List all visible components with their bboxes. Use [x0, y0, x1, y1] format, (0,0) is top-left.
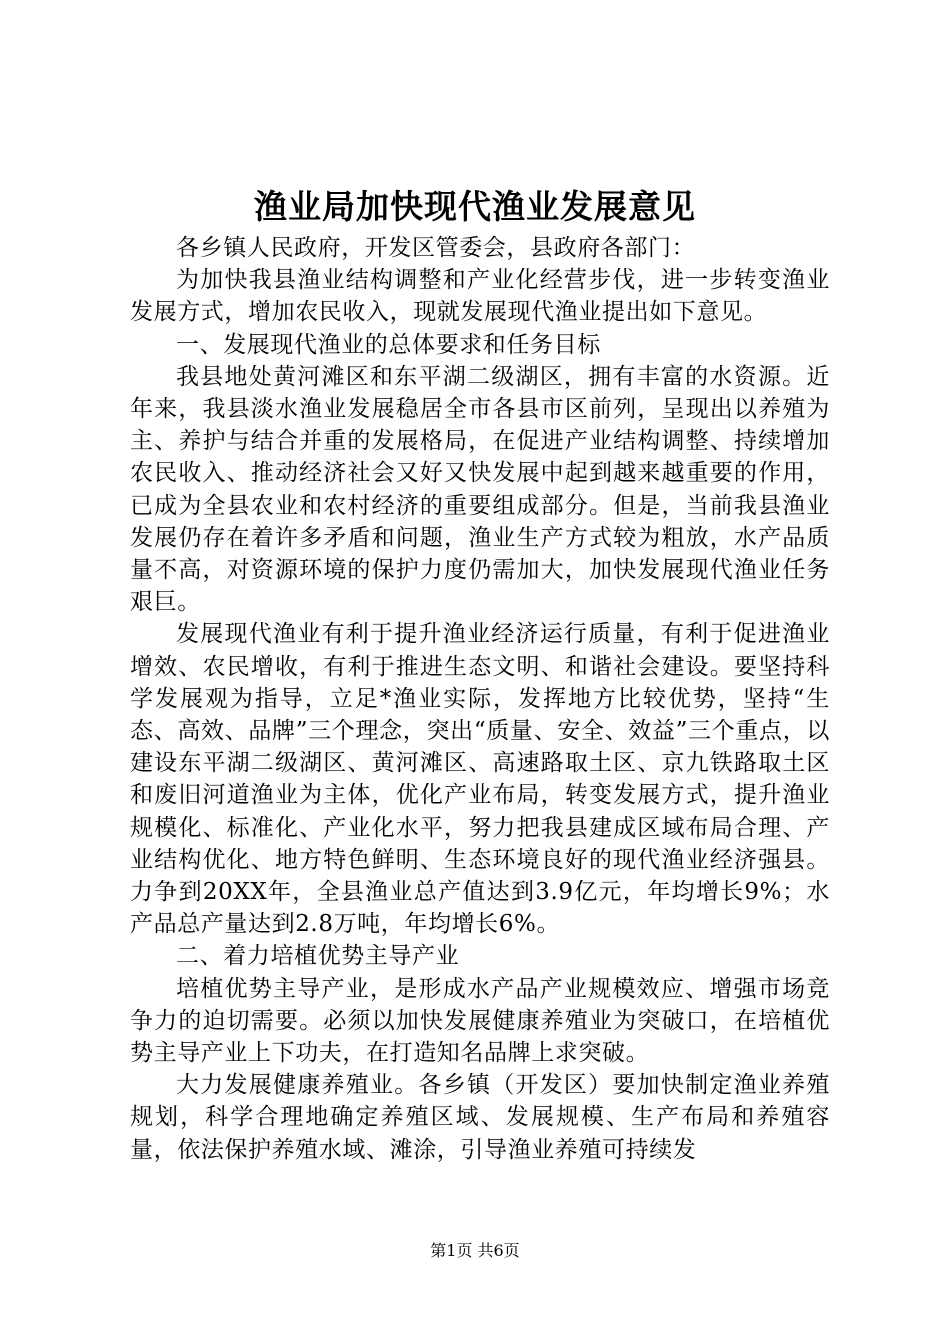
intro-paragraph: 为加快我县渔业结构调整和产业化经营步伐，进一步转变渔业发展方式，增加农民收入，现就发展现代渔业提出如下意见。 — [130, 267, 830, 326]
body-paragraph: 发展现代渔业有利于提升渔业经济运行质量，有利于促进渔业增效、农民增收，有利于推进生态文明、和谐社会建设。要坚持科学发展观为指导，立足*渔业实际，发挥地方比较优势，坚持“生态、高效、品牌”三个理念，突出“质量、安全、效益”三个重点，以建设东平湖二级湖区、黄河滩区、高速路取土区、京九铁路取土区和废旧河道渔业为主体，优化产业布局，转变发展方式，提升渔业规模化、标准化、产业化水平，努力把我县建成区域布局合理、产业结构优化、地方特色鲜明、生态环境良好的现代渔业经济强县。力争到20XX年，全县渔业总产值达到3.9亿元，年均增长9%；水产品总产量达到2.8万吨，年均增长6%。 — [130, 621, 830, 938]
document-body — [130, 232, 830, 1166]
section-heading-1: 一、发展现代渔业的总体要求和任务目标 — [176, 331, 601, 358]
page-number-footer: 第1页 共6页 — [430, 1241, 520, 1260]
section-heading-2: 二、着力培植优势主导产业 — [176, 943, 460, 970]
body-paragraph: 我县地处黄河滩区和东平湖二级湖区，拥有丰富的水资源。近年来，我县淡水渔业发展稳居全市各县市区前列，呈现出以养殖为主、养护与结合并重的发展格局，在促进产业结构调整、持续增加农民收入、推动经济社会又好又快发展中起到越来越重要的作用，已成为全县农业和农村经济的重要组成部分。但是，当前我县渔业发展仍存在着许多矛盾和问题，渔业生产方式较为粗放，水产品质量不高，对资源环境的保护力度仍需加大，加快发展现代渔业任务艰巨。 — [130, 363, 830, 616]
body-paragraph: 大力发展健康养殖业。各乡镇（开发区）要加快制定渔业养殖规划，科学合理地确定养殖区域、发展规模、生产布局和养殖容量，依法保护养殖水域、滩涂，引导渔业养殖可持续发 — [130, 1072, 830, 1163]
document-title: 渔业局加快现代渔业发展意见 — [254, 187, 696, 226]
salutation-paragraph: 各乡镇人民政府，开发区管委会，县政府各部门： — [176, 235, 696, 261]
body-paragraph: 培植优势主导产业，是形成水产品产业规模效应、增强市场竞争力的迫切需要。必须以加快发展健康养殖业为突破口，在培植优势主导产业上下功夫，在打造知名品牌上求突破。 — [130, 975, 830, 1067]
